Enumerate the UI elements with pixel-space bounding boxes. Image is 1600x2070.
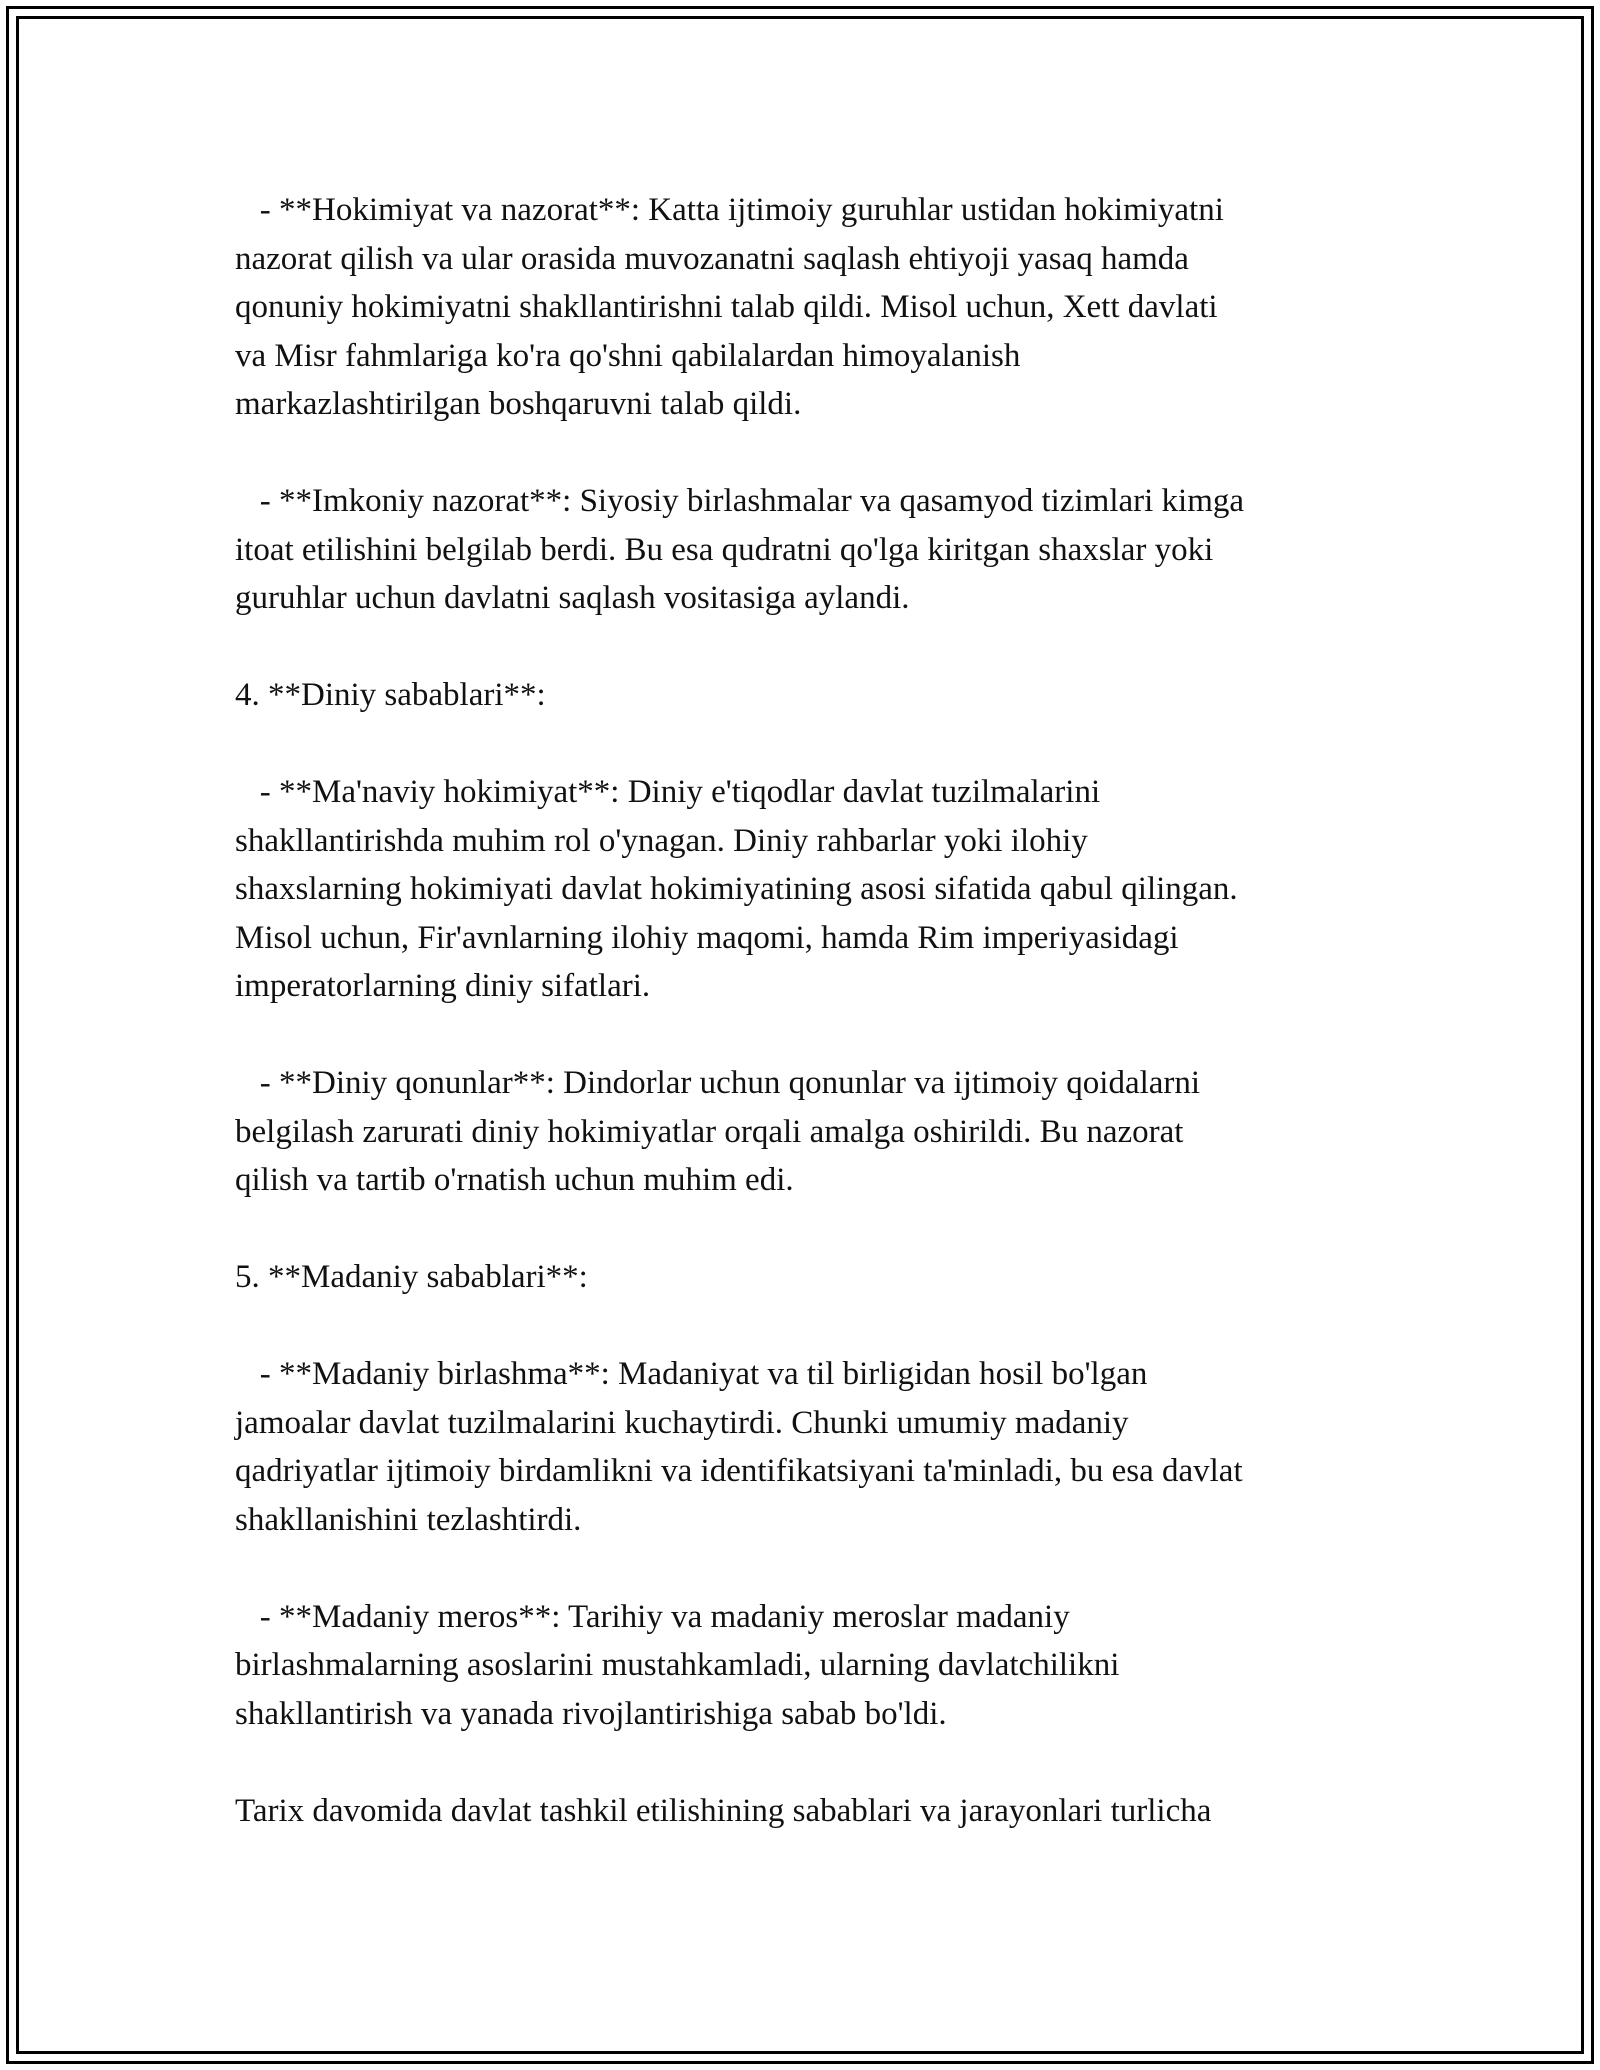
paragraph-hokimiyat-va-nazorat: - **Hokimiyat va nazorat**: Katta ijtimoiy guruhlar ustidan hokimiyatni nazorat qilish va ular orasida muvozanatni saqlash ehtiyoji yasaq hamda qonuniy hokimiyatni shakllantirishni talab qildi. Misol uchun, Xett davlati va Misr fahmlariga ko'ra qo'shni qabilalardan himoyalanish markazlashtirilgan boshqaruvni talab qildi. [235,192,1224,422]
paragraph-madaniy-birlashma: - **Madaniy birlashma**: Madaniyat va til birligidan hosil bo'lgan jamoalar davlat tuzilmalarini kuchaytirdi. Chunki umumiy madaniy qadriyatlar ijtimoiy birdamlikni va identifikatsiyani ta'minladi, bu esa davlat shakllanishini tezlashtirdi. [235,1356,1243,1538]
paragraph-diniy-qonunlar: - **Diniy qonunlar**: Dindorlar uchun qonunlar va ijtimoiy qoidalarni belgilash zarurati diniy hokimiyatlar orqali amalga oshirildi. Bu nazorat qilish va tartib o'rnatish uchun muhim edi. [235,1065,1201,1198]
paragraph-closing-line: Tarix davomida davlat tashkil etilishining sabablari va jarayonlari turlicha [235,1792,1212,1829]
paragraph-imkoniy-nazorat: - **Imkoniy nazorat**: Siyosiy birlashmalar va qasamyod tizimlari kimga itoat etilishini belgilab berdi. Bu esa qudratni qo'lga kiritgan shaxslar yoki guruhlar uchun davlatni saqlash vositasiga aylandi. [235,483,1245,616]
heading-diniy-sabablari: 4. **Diniy sabablari**: [235,677,546,713]
document-body [235,186,1415,1835]
paragraph-madaniy-meros: - **Madaniy meros**: Tarihiy va madaniy meroslar madaniy birlashmalarning asoslarini mustahkamladi, ularning davlatchilikni shakllantirish va yanada rivojlantirishiga sabab bo'ldi. [235,1598,1120,1732]
paragraph-manaviy-hokimiyat: - **Ma'naviy hokimiyat**: Diniy e'tiqodlar davlat tuzilmalarini shakllantirishda muhim rol o'ynagan. Diniy rahbarlar yoki ilohiy shaxslarning hokimiyati davlat hokimiyatining asosi sifatida qabul qilingan. Misol uchun, Fir'avnlarning ilohiy maqomi, hamda Rim imperiyasidagi imperatorlarning diniy sifatlari. [235,774,1238,1004]
heading-madaniy-sabablari: 5. **Madaniy sabablari**: [235,1259,588,1295]
